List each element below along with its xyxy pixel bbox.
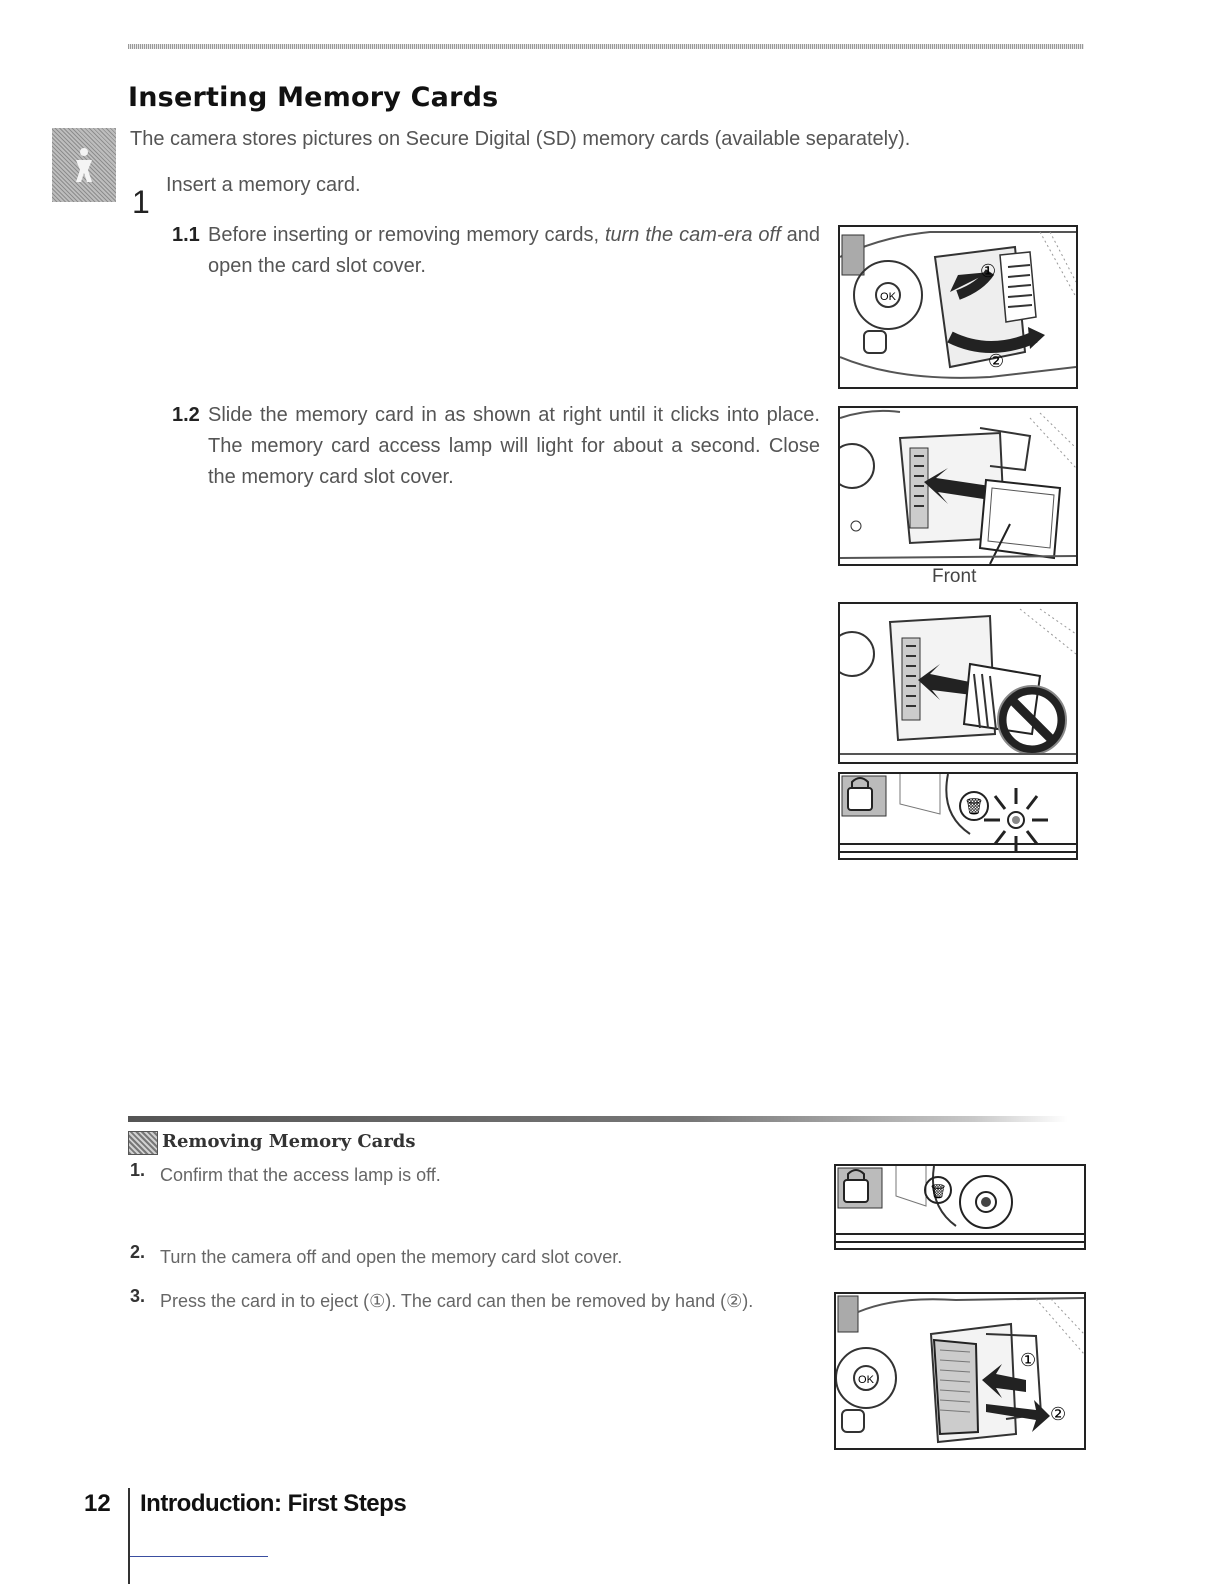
footer-divider: [128, 1488, 130, 1584]
chapter-tab: [52, 128, 116, 202]
step-number: 1: [132, 184, 150, 220]
figure-access-lamp-on: [838, 772, 1078, 860]
note-icon: [128, 1131, 158, 1155]
substep-text: Slide the memory card in as shown at right until it clicks into place. The memory card access lamp will light for about a second. Close the memory card slot cover.: [208, 404, 820, 488]
svg-text:🗑: 🗑: [929, 1184, 947, 1200]
callout-one: ①: [980, 261, 997, 282]
note-item-3: [130, 1286, 830, 1346]
note-title: Removing Memory Cards: [162, 1131, 416, 1152]
figure-wrong-orientation: [838, 602, 1078, 764]
note-item-number: 3.: [130, 1286, 146, 1306]
page-title: Inserting Memory Cards: [128, 82, 499, 113]
note-item-number: 2.: [130, 1242, 146, 1262]
intro-text: The camera stores pictures on Secure Digital (SD) memory cards (available separately).: [130, 128, 911, 150]
camera-tab-icon: [70, 144, 98, 184]
ok-label: OK: [880, 291, 896, 303]
substep-1-1: [172, 220, 822, 284]
callout-two: ②: [988, 351, 1005, 372]
svg-text:OK: OK: [858, 1374, 874, 1386]
svg-text:①: ①: [1020, 1350, 1037, 1371]
note-rule: [128, 1116, 1068, 1122]
note-item-1: [130, 1160, 830, 1190]
svg-text:🗑: 🗑: [963, 797, 985, 816]
figure-insert-card: [838, 406, 1078, 566]
note-item-text: Turn the camera off and open the memory card slot cover.: [160, 1247, 623, 1267]
substep-1-2: [172, 400, 822, 496]
note-item-2: [130, 1242, 830, 1272]
substep-number: 1.2: [172, 404, 200, 426]
footer-underline: [130, 1556, 268, 1557]
figure-access-lamp-off: [834, 1164, 1086, 1250]
substep-text: Before inserting or removing memory cards, turn the cam-era off and open the card slot cover.: [208, 224, 820, 277]
step-text: Insert a memory card.: [166, 174, 361, 196]
page-number: 12: [84, 1490, 111, 1517]
svg-text:②: ②: [1050, 1404, 1067, 1425]
front-label: Front: [932, 566, 977, 587]
note-item-number: 1.: [130, 1160, 146, 1180]
note-item-text: Press the card in to eject (①). The card can then be removed by hand (②).: [160, 1291, 754, 1311]
top-rule: [128, 44, 1084, 49]
substep-number: 1.1: [172, 224, 200, 246]
note-item-text: Confirm that the access lamp is off.: [160, 1165, 441, 1185]
footer-section-title: Introduction: First Steps: [140, 1490, 407, 1517]
figure-eject-card: [834, 1292, 1086, 1450]
figure-open-cover: [838, 225, 1078, 389]
